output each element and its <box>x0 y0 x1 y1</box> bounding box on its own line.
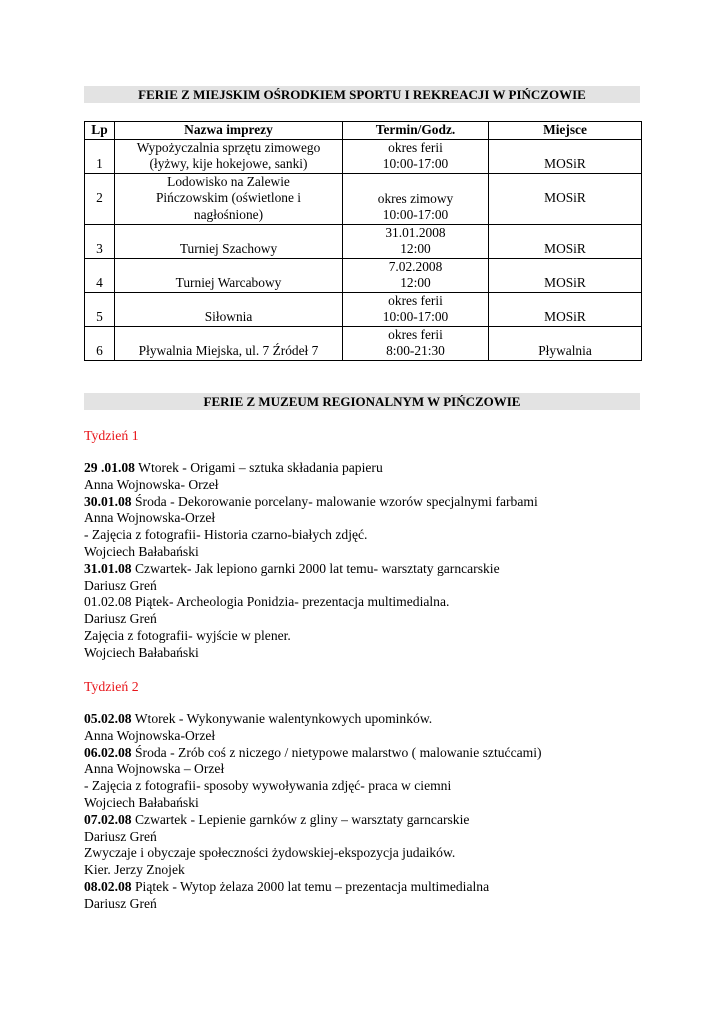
schedule-line <box>84 460 704 477</box>
row-name: Pływalnia Miejska, ul. 7 Źródeł 7 <box>115 326 343 360</box>
table-row <box>85 292 642 326</box>
row-name <box>115 139 343 173</box>
row-term <box>343 258 489 292</box>
schedule-line <box>84 544 704 561</box>
row-term-line: 12:00 <box>400 275 431 290</box>
row-term <box>343 139 489 173</box>
schedule-text: Czwartek - Lepienie garnków z gliny – warsztaty garncarskie <box>131 811 470 827</box>
week-2-entries <box>84 711 704 913</box>
schedule-line <box>84 578 704 595</box>
schedule-text: 01.02.08 Piątek- Archeologia Ponidzia- prezentacja multimedialna. <box>84 594 450 610</box>
row-place: MOSiR <box>489 258 642 292</box>
museum-section-title: FERIE Z MUZEUM REGIONALNYM W PIŃCZOWIE <box>84 393 640 410</box>
row-name: Siłownia <box>115 292 343 326</box>
row-term-line: 10:00-17:00 <box>382 156 449 171</box>
row-term-line: okres ferii <box>388 326 443 342</box>
column-header-name: Nazwa imprezy <box>115 122 343 140</box>
schedule-line <box>84 494 704 511</box>
schedule-text: Dariusz Greń <box>84 828 157 844</box>
schedule-line <box>84 510 704 527</box>
row-name-line: Lodowisko na Zalewie <box>167 173 290 189</box>
schedule-date: 07.02.08 <box>84 811 132 827</box>
schedule-date: 06.02.08 <box>84 744 132 760</box>
schedule-text: Środa - Zrób coś z niczego / nietypowe malarstwo ( malowanie sztućcami) <box>131 744 542 760</box>
schedule-line <box>84 812 704 829</box>
schedule-date: 29 .01.08 <box>84 460 135 475</box>
row-term-line: okres ferii <box>388 292 443 308</box>
table-row <box>85 258 642 292</box>
schedule-line <box>84 728 704 745</box>
table-row <box>85 224 642 258</box>
schedule-line <box>84 527 704 544</box>
row-term <box>343 224 489 258</box>
schedule-text: Wojciech Bałabański <box>84 543 199 559</box>
row-place: Pływalnia <box>489 326 642 360</box>
row-name-line: Wypożyczalnia sprzętu zimowego <box>136 139 321 155</box>
schedule-text: Wtorek - Wykonywanie walentynkowych upominków. <box>131 711 433 726</box>
row-name: Turniej Warcabowy <box>115 258 343 292</box>
schedule-text: Piątek - Wytop żelaza 2000 lat temu – prezentacja multimedialna <box>131 878 490 894</box>
schedule-text: Dariusz Greń <box>84 895 157 911</box>
schedule-text: Anna Wojnowska – Orzeł <box>84 761 225 777</box>
schedule-text: Wojciech Bałabański <box>84 794 199 810</box>
schedule-text: Anna Wojnowska-Orzeł <box>84 510 216 526</box>
schedule-date: 31.01.08 <box>84 560 132 576</box>
schedule-line <box>84 862 704 879</box>
row-term-line: 10:00-17:00 <box>382 207 449 222</box>
schedule-text: Wojciech Bałabański <box>84 644 199 660</box>
column-header-place: Miejsce <box>489 122 642 140</box>
row-name <box>115 173 343 224</box>
row-term-line: 7.02.2008 <box>388 258 443 274</box>
schedule-line <box>84 778 704 795</box>
row-lp: 5 <box>85 292 115 326</box>
table-row <box>85 139 642 173</box>
schedule-date: 05.02.08 <box>84 711 132 726</box>
schedule-text: Anna Wojnowska-Orzeł <box>84 727 216 743</box>
schedule-line <box>84 896 704 913</box>
row-term-line: 31.01.2008 <box>385 224 446 240</box>
schedule-line <box>84 645 704 662</box>
row-term-line: 12:00 <box>400 241 431 256</box>
schedule-line <box>84 745 704 762</box>
table-header-row <box>85 122 642 140</box>
schedule-line <box>84 711 704 728</box>
mosir-section-title: FERIE Z MIEJSKIM OŚRODKIEM SPORTU I REKREACJI W PIŃCZOWIE <box>84 86 640 103</box>
row-name: Turniej Szachowy <box>115 224 343 258</box>
row-name-line: nagłośnione) <box>193 206 264 222</box>
schedule-line <box>84 795 704 812</box>
schedule-line <box>84 611 704 628</box>
table-row <box>85 326 642 360</box>
schedule-text: Wtorek - Origami – sztuka składania papieru <box>134 460 383 475</box>
schedule-text: - Zajęcia z fotografii- sposoby wywoływania zdjęć- praca w ciemni <box>84 778 452 794</box>
row-term-line: 10:00-17:00 <box>382 309 449 324</box>
schedule-text: Anna Wojnowska- Orzeł <box>84 476 219 492</box>
row-term <box>343 326 489 360</box>
row-name-line: (łyżwy, kije hokejowe, sanki) <box>149 156 308 171</box>
schedule-line <box>84 628 704 645</box>
column-header-lp: Lp <box>85 122 115 140</box>
schedule-text: Dariusz Greń <box>84 611 157 627</box>
week-1-entries <box>84 460 704 662</box>
week-2-heading: Tydzień 2 <box>84 679 139 694</box>
schedule-line <box>84 477 704 494</box>
row-name-line: Pińczowskim (oświetlone i <box>155 190 302 205</box>
schedule-line <box>84 829 704 846</box>
schedule-text: - Zajęcia z fotografii- Historia czarno-białych zdjęć. <box>84 527 368 543</box>
schedule-text: Kier. Jerzy Znojek <box>84 862 185 878</box>
schedule-line <box>84 761 704 778</box>
row-lp: 6 <box>85 326 115 360</box>
column-header-term: Termin/Godz. <box>343 122 489 140</box>
schedule-text: Zajęcia z fotografii- wyjście w plener. <box>84 627 291 643</box>
row-lp: 1 <box>85 139 115 173</box>
schedule-text: Dariusz Greń <box>84 577 157 593</box>
row-lp: 2 <box>85 173 115 224</box>
schedule-date: 08.02.08 <box>84 878 132 894</box>
row-term-line: okres zimowy <box>377 190 454 206</box>
row-term <box>343 173 489 224</box>
schedule-text: Czwartek- Jak lepiono garnki 2000 lat temu- warsztaty garncarskie <box>131 560 500 576</box>
schedule-line <box>84 845 704 862</box>
schedule-text: Środa - Dekorowanie porcelany- malowanie wzorów specjalnymi farbami <box>131 493 538 509</box>
schedule-text: Zwyczaje i obyczaje społeczności żydowskiej-ekspozycja judaików. <box>84 845 456 861</box>
row-place: MOSiR <box>489 292 642 326</box>
schedule-line <box>84 561 704 578</box>
mosir-events-table <box>84 121 642 361</box>
row-lp: 3 <box>85 224 115 258</box>
row-place: MOSiR <box>489 139 642 173</box>
schedule-line <box>84 879 704 896</box>
week-1-heading: Tydzień 1 <box>84 428 139 443</box>
row-place: MOSiR <box>489 173 642 224</box>
row-term-line: 8:00-21:30 <box>386 343 445 358</box>
schedule-line <box>84 594 704 611</box>
row-lp: 4 <box>85 258 115 292</box>
row-term-line: okres ferii <box>388 139 443 155</box>
row-term <box>343 292 489 326</box>
table-row <box>85 173 642 224</box>
schedule-date: 30.01.08 <box>84 493 132 509</box>
row-place: MOSiR <box>489 224 642 258</box>
